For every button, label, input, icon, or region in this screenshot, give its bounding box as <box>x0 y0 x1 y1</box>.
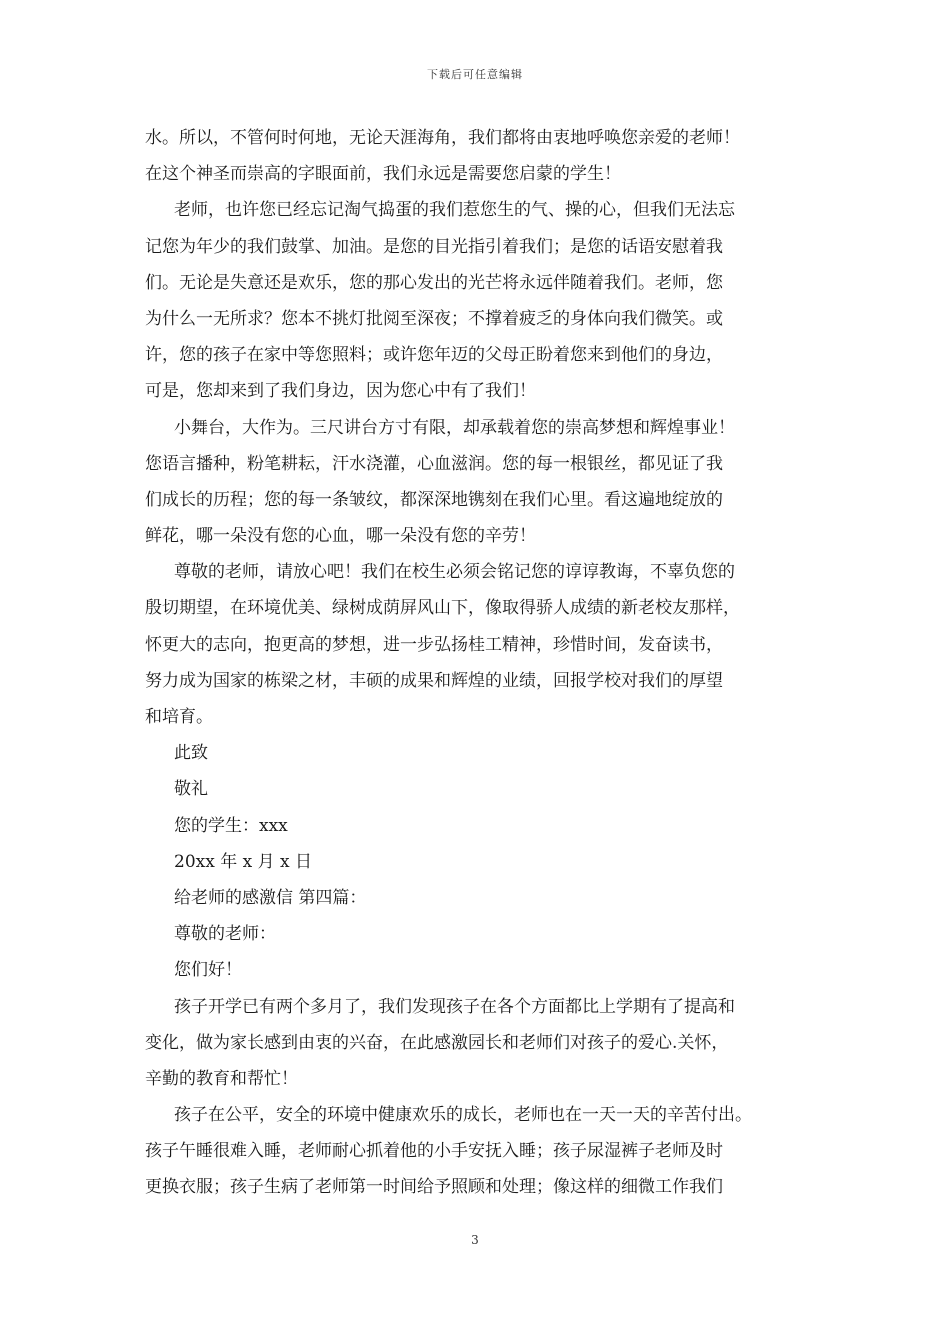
text-line: 小舞台，大作为。三尺讲台方寸有限，却承载着您的崇高梦想和辉煌事业！ <box>174 417 735 438</box>
text-line: 更换衣服；孩子生病了老师第一时间给予照顾和处理；像这样的细微工作我们 <box>145 1177 723 1198</box>
text-line: 孩子在公平，安全的环境中健康欢乐的成长，老师也在一天一天的辛苦付出。 <box>174 1105 752 1126</box>
text-line: 老师，也许您已经忘记淘气捣蛋的我们惹您生的气、操的心，但我们无法忘 <box>174 200 735 221</box>
text-line: 在这个神圣而崇高的字眼面前，我们永远是需要您启蒙的学生！ <box>145 164 621 185</box>
text-line: 此致 <box>174 743 208 764</box>
text-line: 殷切期望，在环境优美、绿树成荫屏风山下，像取得骄人成绩的新老校友那样， <box>145 598 740 619</box>
text-line: 们。无论是失意还是欢乐，您的那心发出的光芒将永远伴随着我们。老师，您 <box>145 272 723 293</box>
text-line: 您语言播种，粉笔耕耘，汗水浇灌，心血滋润。您的每一根银丝，都见证了我 <box>145 453 723 474</box>
text-line: 尊敬的老师，请放心吧！我们在校生必须会铭记您的谆谆教诲，不辜负您的 <box>174 562 735 583</box>
text-line: 变化，做为家长感到由衷的兴奋，在此感激园长和老师们对孩子的爱心.关怀， <box>145 1032 729 1053</box>
text-line: 孩子开学已有两个多月了，我们发现孩子在各个方面都比上学期有了提高和 <box>174 996 735 1017</box>
page-number: 3 <box>471 1233 479 1247</box>
text-line: 为什么一无所求？您本不挑灯批阅至深夜；不撑着疲乏的身体向我们微笑。或 <box>145 308 723 329</box>
text-line: 辛勤的教育和帮忙！ <box>145 1068 298 1089</box>
text-line: 怀更大的志向，抱更高的梦想，进一步弘扬桂工精神，珍惜时间，发奋读书， <box>145 634 723 655</box>
text-line: 鲜花，哪一朵没有您的心血，哪一朵没有您的辛劳！ <box>145 526 536 547</box>
text-line: 敬礼 <box>174 779 208 800</box>
text-line: 努力成为国家的栋梁之材，丰硕的成果和辉煌的业绩，回报学校对我们的厚望 <box>145 670 723 691</box>
text-line: 水。所以，不管何时何地，无论天涯海角，我们都将由衷地呼唤您亲爱的老师！ <box>145 128 740 148</box>
text-line: 给老师的感激信 第四篇： <box>174 887 367 908</box>
text-line: 您们好！ <box>174 960 242 981</box>
text-line: 许，您的孩子在家中等您照料；或许您年迈的父母正盼着您来到他们的身边， <box>145 345 723 366</box>
text-line: 孩子午睡很难入睡，老师耐心抓着他的小手安抚入睡；孩子尿湿裤子老师及时 <box>145 1141 723 1162</box>
text-line: 20xx 年 x 月 x 日 <box>174 851 313 872</box>
page-header: 下载后可任意编辑 <box>427 68 523 81</box>
text-line: 尊敬的老师： <box>174 924 276 945</box>
text-line: 可是，您却来到了我们身边，因为您心中有了我们！ <box>145 381 536 402</box>
text-line: 和培育。 <box>145 707 213 727</box>
document-body <box>145 120 810 1206</box>
text-line: 您的学生：xxx <box>174 815 288 836</box>
text-line: 记您为年少的我们鼓掌、加油。是您的目光指引着我们；是您的话语安慰着我 <box>145 236 723 257</box>
text-line: 们成长的历程；您的每一条皱纹，都深深地镌刻在我们心里。看这遍地绽放的 <box>145 489 723 510</box>
